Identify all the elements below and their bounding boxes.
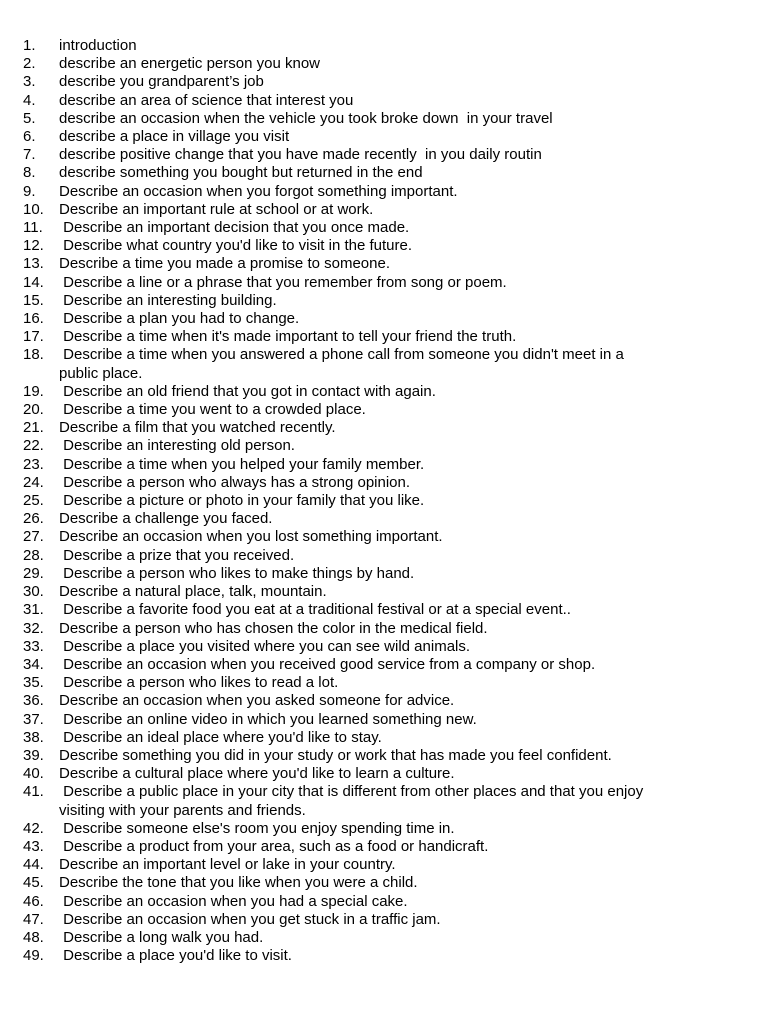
list-item-number: 37. <box>23 710 44 728</box>
list-item <box>0 146 768 164</box>
list-item-text: Describe an old friend that you got in contact with again. <box>59 382 436 400</box>
list-item <box>0 456 768 474</box>
list-item-number: 18. <box>23 346 44 364</box>
list-item <box>0 583 768 601</box>
list-item <box>0 419 768 437</box>
list-item-number: 24. <box>23 473 44 491</box>
list-item <box>0 255 768 273</box>
list-item <box>0 401 768 419</box>
list-item-text: Describe a plan you had to change. <box>59 310 300 328</box>
list-item-number: 35. <box>23 674 44 692</box>
list-item-text: describe something you bought but returned in the end <box>59 164 423 182</box>
list-item-number: 1. <box>23 37 36 54</box>
list-item <box>0 911 768 929</box>
list-item-number: 13. <box>23 255 44 273</box>
list-item <box>0 729 768 747</box>
list-item-text: Describe a line or a phrase that you remember from song or poem. <box>59 273 507 291</box>
list-item-number: 19. <box>23 382 44 400</box>
list-item-number: 17. <box>23 328 44 346</box>
list-item-number: 48. <box>23 928 44 946</box>
list-item <box>0 237 768 255</box>
list-item <box>0 893 768 911</box>
list-item-text: Describe a person who likes to read a lot. <box>59 674 339 692</box>
list-item-text: Describe a natural place, talk, mountain. <box>59 583 327 601</box>
list-item-number: 16. <box>23 310 44 328</box>
list-item-number: 27. <box>23 528 44 546</box>
list-item <box>0 638 768 656</box>
list-item-number: 34. <box>23 655 44 673</box>
list-item-number: 25. <box>23 492 44 510</box>
list-item-text: Describe an important rule at school or at work. <box>59 200 374 218</box>
list-item-text: Describe a time when it's made important to tell your friend the truth. <box>59 328 517 346</box>
list-item-text: Describe an important decision that you once made. <box>59 219 410 237</box>
list-item-text: Describe an occasion when you asked someone for advice. <box>59 692 455 710</box>
list-item-number: 21. <box>23 419 44 437</box>
list-item <box>0 947 768 965</box>
list-item-number: 7. <box>23 146 36 164</box>
list-item-text: Describe a favorite food you eat at a traditional festival or at a special event.. <box>59 601 571 619</box>
topic-list <box>0 37 768 965</box>
list-item <box>0 92 768 110</box>
list-item-text: Describe an online video in which you learned something new. <box>59 710 477 728</box>
list-item <box>0 838 768 856</box>
list-item-number: 43. <box>23 837 44 855</box>
list-item-text: Describe an ideal place where you'd like to stay. <box>59 728 382 746</box>
list-item-number: 9. <box>23 182 36 200</box>
list-item-number: 39. <box>23 746 44 764</box>
list-item-text: Describe an occasion when you received good service from a company or shop. <box>59 655 596 673</box>
list-item-number: 26. <box>23 510 44 528</box>
list-item-text: Describe a person who always has a strong opinion. <box>59 473 411 491</box>
list-item <box>0 201 768 219</box>
list-item <box>0 856 768 874</box>
list-item-text: describe positive change that you have made recently in you daily routin <box>59 146 542 164</box>
list-item-number: 10. <box>23 200 44 218</box>
list-item-number: 30. <box>23 583 44 601</box>
list-item-text: Describe a place you visited where you can see wild animals. <box>59 637 471 655</box>
list-item <box>0 310 768 328</box>
list-item <box>0 601 768 619</box>
list-item-text: Describe an important level or lake in your country. <box>59 856 396 874</box>
list-item-text: Describe an occasion when you lost something important. <box>59 528 443 546</box>
list-item-number: 5. <box>23 109 36 127</box>
list-item-number: 20. <box>23 401 44 419</box>
list-item <box>0 747 768 765</box>
list-item <box>0 547 768 565</box>
list-item-number: 15. <box>23 291 44 309</box>
list-item-text: Describe a time when you helped your family member. <box>59 455 425 473</box>
list-item <box>0 874 768 892</box>
list-item-text: Describe a time when you answered a phone call from someone you didn't meet in a public place. <box>59 346 624 382</box>
list-item-text: Describe a person who likes to make things by hand. <box>59 564 415 582</box>
list-item <box>0 565 768 583</box>
list-item-number: 36. <box>23 692 44 710</box>
list-item <box>0 73 768 91</box>
list-item-text: Describe a time you went to a crowded place. <box>59 401 366 419</box>
list-item-number: 47. <box>23 910 44 928</box>
list-item <box>0 110 768 128</box>
list-item-text: Describe a challenge you faced. <box>59 510 273 528</box>
list-item-text: Describe what country you'd like to visit in the future. <box>59 237 413 255</box>
list-item <box>0 656 768 674</box>
list-item <box>0 492 768 510</box>
list-item-number: 11. <box>23 219 43 237</box>
list-item-text: Describe an occasion when you get stuck in a traffic jam. <box>59 910 441 928</box>
list-item-number: 28. <box>23 546 44 564</box>
list-item-text: Describe an occasion when you forgot something important. <box>59 182 458 200</box>
list-item-text: describe an area of science that interest you <box>59 91 354 109</box>
list-item-text: Describe an interesting old person. <box>59 437 295 455</box>
list-item-text: Describe a cultural place where you'd like to learn a culture. <box>59 765 455 783</box>
list-item <box>0 37 768 55</box>
list-item <box>0 674 768 692</box>
list-item-number: 14. <box>23 273 44 291</box>
list-item-text: Describe the tone that you like when you were a child. <box>59 874 418 892</box>
list-item-text: Describe someone else's room you enjoy spending time in. <box>59 819 455 837</box>
list-item-text: Describe a prize that you received. <box>59 546 295 564</box>
list-item-number: 42. <box>23 819 44 837</box>
list-item-text: Describe a time you made a promise to someone. <box>59 255 390 273</box>
list-item <box>0 711 768 729</box>
list-item <box>0 383 768 401</box>
list-item-number: 49. <box>23 947 44 965</box>
list-item-number: 45. <box>23 874 44 892</box>
list-item <box>0 274 768 292</box>
list-item-number: 40. <box>23 765 44 783</box>
list-item <box>0 620 768 638</box>
list-item <box>0 437 768 455</box>
list-item-text: introduction <box>59 37 137 54</box>
list-item <box>0 692 768 710</box>
list-item-number: 2. <box>23 55 36 73</box>
list-item <box>0 474 768 492</box>
list-item <box>0 929 768 947</box>
list-item <box>0 219 768 237</box>
list-item <box>0 328 768 346</box>
list-item-number: 31. <box>23 601 44 619</box>
list-item-text: Describe a public place in your city that is different from other places and that you enjoy visiting with your parents and friends. <box>59 783 644 819</box>
list-item-text: Describe an interesting building. <box>59 291 277 309</box>
list-item-number: 8. <box>23 164 36 182</box>
list-item-number: 4. <box>23 91 36 109</box>
list-item <box>0 528 768 546</box>
list-item-number: 33. <box>23 637 44 655</box>
list-item-number: 22. <box>23 437 44 455</box>
list-item <box>0 346 768 382</box>
list-item-text: describe an occasion when the vehicle you took broke down in your travel <box>59 109 553 127</box>
list-item <box>0 510 768 528</box>
list-item-text: describe you grandparent’s job <box>59 73 264 91</box>
list-item-number: 38. <box>23 728 44 746</box>
list-item-number: 3. <box>23 73 36 91</box>
list-item-number: 12. <box>23 237 44 255</box>
list-item-number: 46. <box>23 892 44 910</box>
list-item-text: Describe a picture or photo in your family that you like. <box>59 492 425 510</box>
list-item-number: 23. <box>23 455 44 473</box>
list-item-text: Describe a product from your area, such as a food or handicraft. <box>59 837 489 855</box>
list-item <box>0 55 768 73</box>
list-item <box>0 820 768 838</box>
list-item <box>0 765 768 783</box>
list-item <box>0 292 768 310</box>
list-item-number: 41. <box>23 783 44 801</box>
list-item-text: describe a place in village you visit <box>59 128 290 146</box>
list-item-text: Describe a person who has chosen the color in the medical field. <box>59 619 488 637</box>
list-item-text: Describe a film that you watched recently. <box>59 419 336 437</box>
list-item-number: 32. <box>23 619 44 637</box>
list-item <box>0 783 768 819</box>
list-item <box>0 128 768 146</box>
list-item <box>0 183 768 201</box>
list-item-text: Describe an occasion when you had a special cake. <box>59 892 408 910</box>
list-item-number: 6. <box>23 128 36 146</box>
list-item-number: 44. <box>23 856 44 874</box>
list-item-text: Describe something you did in your study or work that has made you feel confident. <box>59 746 612 764</box>
list-item-text: Describe a long walk you had. <box>59 928 264 946</box>
list-item <box>0 164 768 182</box>
list-item-number: 29. <box>23 564 44 582</box>
list-item-text: Describe a place you'd like to visit. <box>59 947 292 965</box>
list-item-text: describe an energetic person you know <box>59 55 320 73</box>
